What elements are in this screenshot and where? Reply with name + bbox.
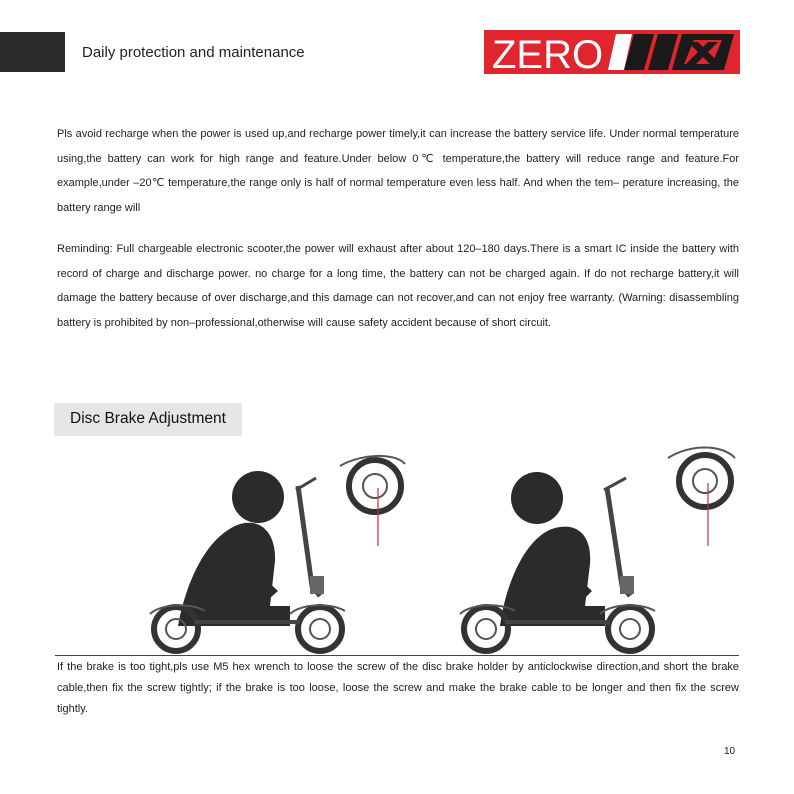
right-scene [460,448,735,652]
header-dark-block [0,32,65,72]
brake-adjustment-illustration [0,436,794,658]
logo-text: ZERO [492,33,604,74]
left-scene [150,456,405,651]
brake-instructions-paragraph: If the brake is too tight,pls use M5 hex wrench to loose the screw of the disc brake holder by anticlockwise direction,and short the brake cable,then fix the screw tightly; if the brake is too loose, loose the screw and make the brake cable to be longer and then fix the screw tightly. [57,661,739,715]
section-title: Disc Brake Adjustment [70,410,226,427]
page-header-title: Daily protection and maintenance [82,44,305,61]
reminding-paragraph: Reminding: Full chargeable electronic scooter,the power will exhaust after about 120–180 days.There is a smart IC inside the battery with record of charge and discharge power. no charge for a long time, the battery can not be charged again. If do not recharge battery,it will damage the battery because of over discharge,and this damage can not recover,and can not enjoy free warranty. (Warning: disassembling battery is prohibited by non–professional,otherwise will cause safety accident because of short circuit. [57,243,739,329]
zero-11x-logo [484,30,740,74]
page-number: 10 [724,746,736,757]
section-divider [55,655,739,656]
battery-care-paragraph: Pls avoid recharge when the power is used up,and recharge power timely,it can increase the battery service life. Under normal temperature using,the battery can work for high range and feature.Under below 0℃ temperature,the battery will reduce range and feature.For example,under –20℃ temperature,the range only is half of normal temperature even less half. And when the tem– perature increasing, the battery range will [57,128,739,214]
